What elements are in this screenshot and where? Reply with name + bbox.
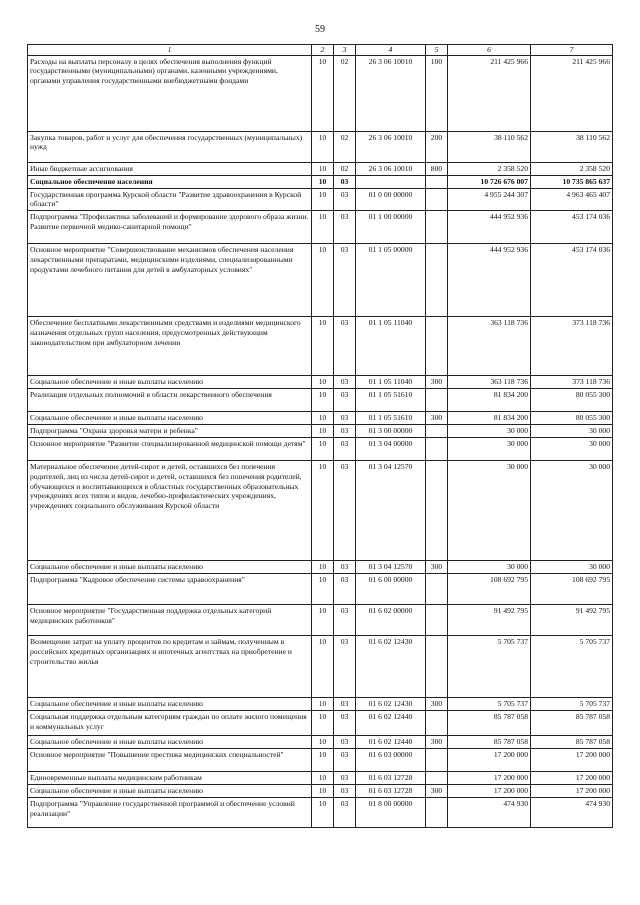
cell-art: 01 1 05 00000 xyxy=(356,244,426,317)
cell-sub: 02 xyxy=(334,162,356,175)
cell-type: 800 xyxy=(426,162,448,175)
cell-sub: 03 xyxy=(334,412,356,425)
cell-type xyxy=(426,711,448,736)
cell-name: Социальное обеспечение и иные выплаты населению xyxy=(28,698,312,711)
cell-type: 300 xyxy=(426,561,448,574)
cell-y1: 81 834 200 xyxy=(448,412,531,425)
cell-art: 01 3 04 12570 xyxy=(356,461,426,561)
cell-sub: 03 xyxy=(334,461,356,561)
cell-y2: 373 118 736 xyxy=(531,376,613,389)
cell-sec: 10 xyxy=(312,605,334,636)
cell-y1: 108 692 795 xyxy=(448,574,531,605)
cell-type xyxy=(426,798,448,828)
table-row xyxy=(28,605,613,636)
cell-sec: 10 xyxy=(312,574,334,605)
cell-art: 01 6 02 12440 xyxy=(356,736,426,749)
cell-sub: 03 xyxy=(334,244,356,317)
cell-type: 200 xyxy=(426,131,448,162)
cell-name: Обеспечение бесплатными лекарственными средствами и изделиями медицинского назначения отдельных групп населения, предусмотренных действующим законодательством при амбулаторном лечении xyxy=(28,317,312,376)
cell-name: Подпрограмма "Охрана здоровья матери и ребенка" xyxy=(28,425,312,438)
cell-y1: 85 787 058 xyxy=(448,711,531,736)
cell-sec: 10 xyxy=(312,711,334,736)
cell-y2: 108 692 795 xyxy=(531,574,613,605)
column-header: 7 xyxy=(531,45,613,56)
table-row xyxy=(28,749,613,772)
cell-type xyxy=(426,188,448,210)
cell-name: Социальное обеспечение и иные выплаты населению xyxy=(28,412,312,425)
cell-sec: 10 xyxy=(312,785,334,798)
cell-art: 01 1 05 11040 xyxy=(356,317,426,376)
cell-name: Возмещение затрат на уплату процентов по кредитам и займам, полученным в российских кредитных организациях и ипотечных агентствах на приобретение и строительство жилья xyxy=(28,636,312,698)
cell-sub: 03 xyxy=(334,188,356,210)
table-row xyxy=(28,376,613,389)
cell-type: 300 xyxy=(426,736,448,749)
cell-art: 01 0 00 00000 xyxy=(356,188,426,210)
cell-y2: 474 930 xyxy=(531,798,613,828)
cell-y1: 444 952 936 xyxy=(448,244,531,317)
cell-sec: 10 xyxy=(312,131,334,162)
cell-sec: 10 xyxy=(312,317,334,376)
cell-y2: 10 735 865 637 xyxy=(531,175,613,188)
cell-y2: 91 492 795 xyxy=(531,605,613,636)
cell-y1: 5 705 737 xyxy=(448,698,531,711)
cell-sub: 03 xyxy=(334,211,356,244)
cell-sec: 10 xyxy=(312,798,334,828)
cell-art: 26 3 06 10010 xyxy=(356,162,426,175)
cell-name: Подпрограмма "Кадровое обеспечение системы здравоохранения" xyxy=(28,574,312,605)
cell-sub: 03 xyxy=(334,736,356,749)
table-row xyxy=(28,736,613,749)
cell-art: 01 6 00 00000 xyxy=(356,574,426,605)
cell-name: Социальная поддержка отдельным категориям граждан по оплате жилого помещения и коммунальных услуг xyxy=(28,711,312,736)
cell-art: 01 6 03 12728 xyxy=(356,772,426,785)
cell-name: Основное мероприятие "Развитие специализированной медицинской помощи детям" xyxy=(28,438,312,461)
cell-y2: 85 787 058 xyxy=(531,711,613,736)
table-row xyxy=(28,461,613,561)
cell-type xyxy=(426,389,448,412)
cell-art: 01 6 02 00000 xyxy=(356,605,426,636)
cell-name: Социальное обеспечение и иные выплаты населению xyxy=(28,561,312,574)
cell-y2: 38 110 562 xyxy=(531,131,613,162)
cell-type: 100 xyxy=(426,55,448,131)
cell-art: 01 6 02 12440 xyxy=(356,711,426,736)
cell-art: 01 1 00 00000 xyxy=(356,211,426,244)
table-row xyxy=(28,188,613,210)
cell-y1: 2 358 520 xyxy=(448,162,531,175)
cell-y2: 17 200 000 xyxy=(531,772,613,785)
cell-name: Основное мероприятие "Повышение престижа медицинских специальностей" xyxy=(28,749,312,772)
cell-sub: 03 xyxy=(334,561,356,574)
table-row xyxy=(28,438,613,461)
cell-art: 01 3 00 00000 xyxy=(356,425,426,438)
cell-name: Подпрограмма "Профилактика заболеваний и формирование здорового образа жизни. Развитие первичной медико-санитарной помощи" xyxy=(28,211,312,244)
cell-sub: 03 xyxy=(334,376,356,389)
cell-y2: 85 787 058 xyxy=(531,736,613,749)
cell-y2: 2 358 520 xyxy=(531,162,613,175)
cell-type xyxy=(426,772,448,785)
cell-sub: 03 xyxy=(334,636,356,698)
column-header: 3 xyxy=(334,45,356,56)
cell-art: 01 6 03 12728 xyxy=(356,785,426,798)
cell-name: Подпрограмма "Управление государственной программой и обеспечение условий реализации" xyxy=(28,798,312,828)
cell-sub: 02 xyxy=(334,55,356,131)
cell-sec: 10 xyxy=(312,376,334,389)
table-header-row xyxy=(28,45,613,56)
cell-art: 01 3 04 12570 xyxy=(356,561,426,574)
cell-y1: 85 787 058 xyxy=(448,736,531,749)
table-row xyxy=(28,636,613,698)
cell-sub: 02 xyxy=(334,131,356,162)
cell-type xyxy=(426,461,448,561)
cell-sec: 10 xyxy=(312,244,334,317)
cell-type: 300 xyxy=(426,785,448,798)
cell-y1: 30 000 xyxy=(448,425,531,438)
cell-y2: 373 118 736 xyxy=(531,317,613,376)
cell-sec: 10 xyxy=(312,389,334,412)
cell-name: Социальное обеспечение и иные выплаты населению xyxy=(28,376,312,389)
cell-y1: 30 000 xyxy=(448,438,531,461)
cell-sec: 10 xyxy=(312,461,334,561)
cell-y2: 17 200 000 xyxy=(531,749,613,772)
cell-sub: 03 xyxy=(334,389,356,412)
cell-type xyxy=(426,244,448,317)
cell-art: 01 6 03 00000 xyxy=(356,749,426,772)
cell-sub: 03 xyxy=(334,749,356,772)
cell-art: 01 8 00 00000 xyxy=(356,798,426,828)
table-row xyxy=(28,412,613,425)
table-row xyxy=(28,698,613,711)
cell-y1: 91 492 795 xyxy=(448,605,531,636)
cell-type: 300 xyxy=(426,376,448,389)
cell-type xyxy=(426,749,448,772)
cell-art: 01 1 05 11040 xyxy=(356,376,426,389)
column-header: 1 xyxy=(28,45,312,56)
cell-sec: 10 xyxy=(312,425,334,438)
table-row xyxy=(28,55,613,131)
budget-table xyxy=(27,44,613,828)
cell-sec: 10 xyxy=(312,636,334,698)
cell-name: Единовременные выплаты медицинским работникам xyxy=(28,772,312,785)
cell-sec: 10 xyxy=(312,162,334,175)
cell-type xyxy=(426,605,448,636)
table-row xyxy=(28,561,613,574)
table-row xyxy=(28,772,613,785)
cell-y2: 30 000 xyxy=(531,438,613,461)
cell-y1: 30 000 xyxy=(448,461,531,561)
table-row xyxy=(28,785,613,798)
cell-y2: 30 000 xyxy=(531,425,613,438)
cell-sec: 10 xyxy=(312,561,334,574)
page-number: 59 xyxy=(315,24,325,35)
cell-sub: 03 xyxy=(334,425,356,438)
cell-name: Социальное обеспечение и иные выплаты населению xyxy=(28,785,312,798)
cell-y1: 211 425 966 xyxy=(448,55,531,131)
column-header: 6 xyxy=(448,45,531,56)
table-row xyxy=(28,162,613,175)
cell-y1: 17 200 000 xyxy=(448,772,531,785)
table-row xyxy=(28,798,613,828)
cell-y2: 453 174 036 xyxy=(531,211,613,244)
table-row xyxy=(28,211,613,244)
cell-name: Основное мероприятие "Совершенствование механизмов обеспечения населения лекарственными препаратами, медицинскими изделиями, специализированными продуктами лечебного питания для детей в амбулаторных условиях" xyxy=(28,244,312,317)
cell-name: Расходы на выплаты персоналу в целях обеспечения выполнения функций государственными (муниципальными) органами, казенными учреждениями, органами управления государственными внебюджетными фондами xyxy=(28,55,312,131)
cell-name: Социальное обеспечение и иные выплаты населению xyxy=(28,736,312,749)
cell-y2: 4 963 465 407 xyxy=(531,188,613,210)
cell-sub: 03 xyxy=(334,317,356,376)
cell-art: 26 3 06 10010 xyxy=(356,55,426,131)
cell-type xyxy=(426,574,448,605)
cell-name: Закупка товаров, работ и услуг для обеспечения государственных (муниципальных) нужд xyxy=(28,131,312,162)
cell-art: 01 6 02 12430 xyxy=(356,698,426,711)
cell-y1: 38 110 562 xyxy=(448,131,531,162)
cell-sub: 03 xyxy=(334,438,356,461)
cell-y2: 80 055 300 xyxy=(531,389,613,412)
cell-type xyxy=(426,438,448,461)
cell-sec: 10 xyxy=(312,749,334,772)
cell-sec: 10 xyxy=(312,438,334,461)
table-row xyxy=(28,244,613,317)
table-row xyxy=(28,131,613,162)
cell-sec: 10 xyxy=(312,211,334,244)
cell-y2: 17 200 000 xyxy=(531,785,613,798)
cell-y2: 453 174 036 xyxy=(531,244,613,317)
cell-sec: 10 xyxy=(312,736,334,749)
cell-sub: 03 xyxy=(334,772,356,785)
cell-type: 300 xyxy=(426,412,448,425)
cell-y2: 80 055 300 xyxy=(531,412,613,425)
cell-y1: 363 118 736 xyxy=(448,376,531,389)
cell-art: 26 3 06 10010 xyxy=(356,131,426,162)
table-row xyxy=(28,317,613,376)
cell-sub: 03 xyxy=(334,711,356,736)
cell-name: Социальное обеспечение населения xyxy=(28,175,312,188)
cell-y1: 10 726 676 007 xyxy=(448,175,531,188)
cell-type xyxy=(426,636,448,698)
cell-name: Государственная программа Курской области "Развитие здравоохранения в Курской области" xyxy=(28,188,312,210)
cell-y1: 81 834 200 xyxy=(448,389,531,412)
cell-y1: 30 000 xyxy=(448,561,531,574)
cell-sec: 10 xyxy=(312,412,334,425)
cell-y1: 4 955 244 307 xyxy=(448,188,531,210)
table-row xyxy=(28,389,613,412)
cell-y2: 5 705 737 xyxy=(531,698,613,711)
cell-sec: 10 xyxy=(312,188,334,210)
cell-sec: 10 xyxy=(312,175,334,188)
cell-name: Иные бюджетные ассигнования xyxy=(28,162,312,175)
cell-y1: 17 200 000 xyxy=(448,749,531,772)
cell-type xyxy=(426,175,448,188)
table-row xyxy=(28,175,613,188)
cell-sub: 03 xyxy=(334,574,356,605)
cell-y1: 363 118 736 xyxy=(448,317,531,376)
cell-art: 01 3 04 00000 xyxy=(356,438,426,461)
cell-name: Основное мероприятие "Государственная поддержка отдельных категорий медицинских работников" xyxy=(28,605,312,636)
cell-y1: 17 200 000 xyxy=(448,785,531,798)
column-header: 2 xyxy=(312,45,334,56)
cell-y2: 30 000 xyxy=(531,561,613,574)
cell-y1: 444 952 936 xyxy=(448,211,531,244)
cell-sub: 03 xyxy=(334,175,356,188)
cell-sec: 10 xyxy=(312,772,334,785)
cell-art: 01 1 05 51610 xyxy=(356,412,426,425)
cell-art: 01 1 05 51610 xyxy=(356,389,426,412)
cell-type: 300 xyxy=(426,698,448,711)
cell-type xyxy=(426,425,448,438)
cell-art: 01 6 02 12430 xyxy=(356,636,426,698)
cell-y2: 5 705 737 xyxy=(531,636,613,698)
cell-type xyxy=(426,211,448,244)
cell-sub: 03 xyxy=(334,798,356,828)
table-row xyxy=(28,574,613,605)
table-row xyxy=(28,425,613,438)
cell-art xyxy=(356,175,426,188)
cell-sub: 03 xyxy=(334,605,356,636)
cell-sub: 03 xyxy=(334,785,356,798)
cell-y2: 30 000 xyxy=(531,461,613,561)
cell-type xyxy=(426,317,448,376)
cell-sec: 10 xyxy=(312,698,334,711)
cell-sec: 10 xyxy=(312,55,334,131)
cell-y1: 5 705 737 xyxy=(448,636,531,698)
table-row xyxy=(28,711,613,736)
cell-sub: 03 xyxy=(334,698,356,711)
cell-name: Реализация отдельных полномочий в области лекарственного обеспечения xyxy=(28,389,312,412)
cell-name: Материальное обеспечение детей-сирот и детей, оставшихся без попечения родителей, лиц из числа детей-сирот и детей, оставшихся без попечения родителей, обучающихся и воспитывающихся в областных государственных образовательных учреждениях всех типов и видов, лечебно-профилактических учреждениях, учреждениях социального обслуживания Курской области xyxy=(28,461,312,561)
column-header: 4 xyxy=(356,45,426,56)
cell-y2: 211 425 966 xyxy=(531,55,613,131)
cell-y1: 474 930 xyxy=(448,798,531,828)
column-header: 5 xyxy=(426,45,448,56)
